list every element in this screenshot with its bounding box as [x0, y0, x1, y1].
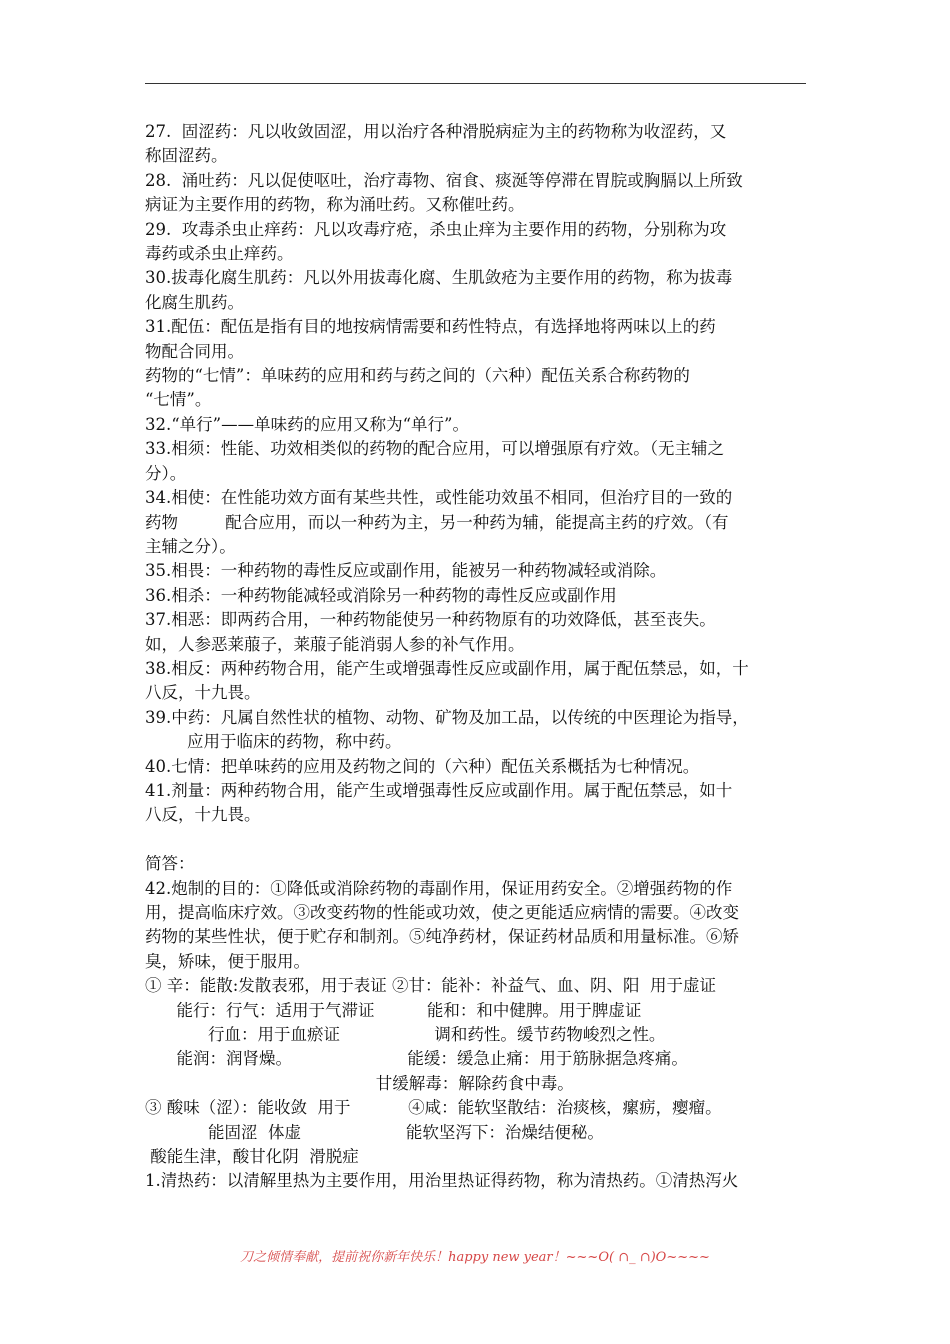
text-line: 能润：润肾燥。 能缓：缓急止痛：用于筋脉据急疼痛。	[145, 1049, 688, 1069]
text-line: 应用于临床的药物，称中药。	[145, 732, 402, 752]
text-line: 35.相畏：一种药物的毒性反应或副作用，能被另一种药物减轻或消除。	[145, 561, 667, 581]
text-line: 39.中药：凡属自然性状的植物、动物、矿物及加工品，以传统的中医理论为指导，	[145, 707, 749, 727]
text-line: 如，人参恶莱菔子，莱菔子能消弱人参的补气作用。	[145, 634, 525, 654]
text-line: 药物的“七情”：单味药的应用和药与药之间的（六种）配伍关系合称药物的	[145, 366, 690, 386]
text-line: “七情”。	[145, 390, 212, 410]
text-line: 主辅之分）。	[145, 536, 236, 556]
text-line: 用，提高临床疗效。③改变药物的性能或功效，使之更能适应病情的需要。④改变	[145, 902, 739, 922]
text-line: 33.相须：性能、功效相类似的药物的配合应用，可以增强原有疗效。（无主辅之	[145, 439, 724, 459]
text-line: 毒药或杀虫止痒药。	[145, 244, 294, 264]
text-line: 41.剂量：两种药物合用，能产生或增强毒性反应或副作用。属于配伍禁忌，如十	[145, 780, 733, 800]
footer-greeting: 刀之倾情奉献，提前祝你新年快乐！happy new year！~~~O( ∩_ ∩)O~~~~	[240, 1250, 710, 1265]
text-line: 行血：用于血瘀证 调和药性。缓节药物峻烈之性。	[145, 1025, 666, 1045]
text-line: 八反，十九畏。	[145, 683, 261, 703]
text-line: 31.配伍：配伍是指有目的地按病情需要和药性特点，有选择地将两味以上的药	[145, 317, 716, 337]
text-line: 化腐生肌药。	[145, 292, 244, 312]
text-line: ③ 酸味（涩）：能收敛 用于 ④咸：能软坚散结：治痰核，瘰疬，瘿瘤。	[145, 1098, 722, 1118]
header-rule	[145, 83, 806, 84]
text-line: 42.炮制的目的：①降低或消除药物的毒副作用，保证用药安全。②增强药物的作	[145, 878, 733, 898]
text-line: 36.相杀：一种药物能减轻或消除另一种药物的毒性反应或副作用	[145, 585, 617, 605]
text-line: 能行：行气：适用于气滞证 能和：和中健脾。用于脾虚证	[145, 1000, 642, 1020]
text-line: 病证为主要作用的药物，称为涌吐药。又称催吐药。	[145, 195, 525, 215]
text-line: 甘缓解毒：解除药食中毒。	[145, 1073, 574, 1093]
blank-line	[145, 828, 815, 852]
text-line: 32.“单行”——单味药的应用又称为“单行”。	[145, 414, 469, 434]
document-body	[145, 120, 815, 1194]
text-line: 28. 涌吐药：凡以促使呕吐，治疗毒物、宿食、痰涎等停滞在胃脘或胸膈以上所致	[145, 170, 743, 190]
text-line: 八反，十九畏。	[145, 805, 261, 825]
text-line: 简答：	[145, 854, 195, 874]
text-line: 药物 配合应用，而以一种药为主，另一种药为辅，能提高主药的疗效。（有	[145, 512, 729, 532]
text-line: 酸能生津，酸甘化阴 滑脱症	[145, 1147, 359, 1167]
text-line: 29. 攻毒杀虫止痒药：凡以攻毒疗疮，杀虫止痒为主要作用的药物，分别称为攻	[145, 219, 727, 239]
text-line: 34.相使：在性能功效方面有某些共性，或性能功效虽不相同，但治疗目的一致的	[145, 488, 733, 508]
text-line: ① 辛：能散:发散表邪，用于表证 ②甘：能补：补益气、血、阴、阳 用于虚证	[145, 976, 717, 996]
text-line: 40.七情：把单味药的应用及药物之间的（六种）配伍关系概括为七种情况。	[145, 756, 700, 776]
text-line: 能固涩 体虚 能软坚泻下：治燥结便秘。	[145, 1122, 604, 1142]
text-line: 物配合同用。	[145, 341, 244, 361]
text-line: 药物的某些性状，便于贮存和制剂。⑤纯净药材，保证药材品质和用量标准。⑥矫	[145, 927, 739, 947]
text-line: 37.相恶：即两药合用，一种药物能使另一种药物原有的功效降低，甚至丧失。	[145, 610, 716, 630]
text-line: 30.拔毒化腐生肌药：凡以外用拔毒化腐、生肌敛疮为主要作用的药物，称为拔毒	[145, 268, 733, 288]
text-line: 分）。	[145, 463, 187, 483]
text-line: 27. 固涩药：凡以收敛固涩，用以治疗各种滑脱病症为主的药物称为收涩药，又	[145, 122, 727, 141]
text-line: 称固涩药。	[145, 146, 228, 166]
text-line: 1.清热药：以清解里热为主要作用，用治里热证得药物，称为清热药。①清热泻火	[145, 1171, 739, 1191]
text-line: 38.相反：两种药物合用，能产生或增强毒性反应或副作用，属于配伍禁忌，如，十	[145, 658, 749, 678]
text-line: 臭，矫味，便于服用。	[145, 951, 310, 971]
